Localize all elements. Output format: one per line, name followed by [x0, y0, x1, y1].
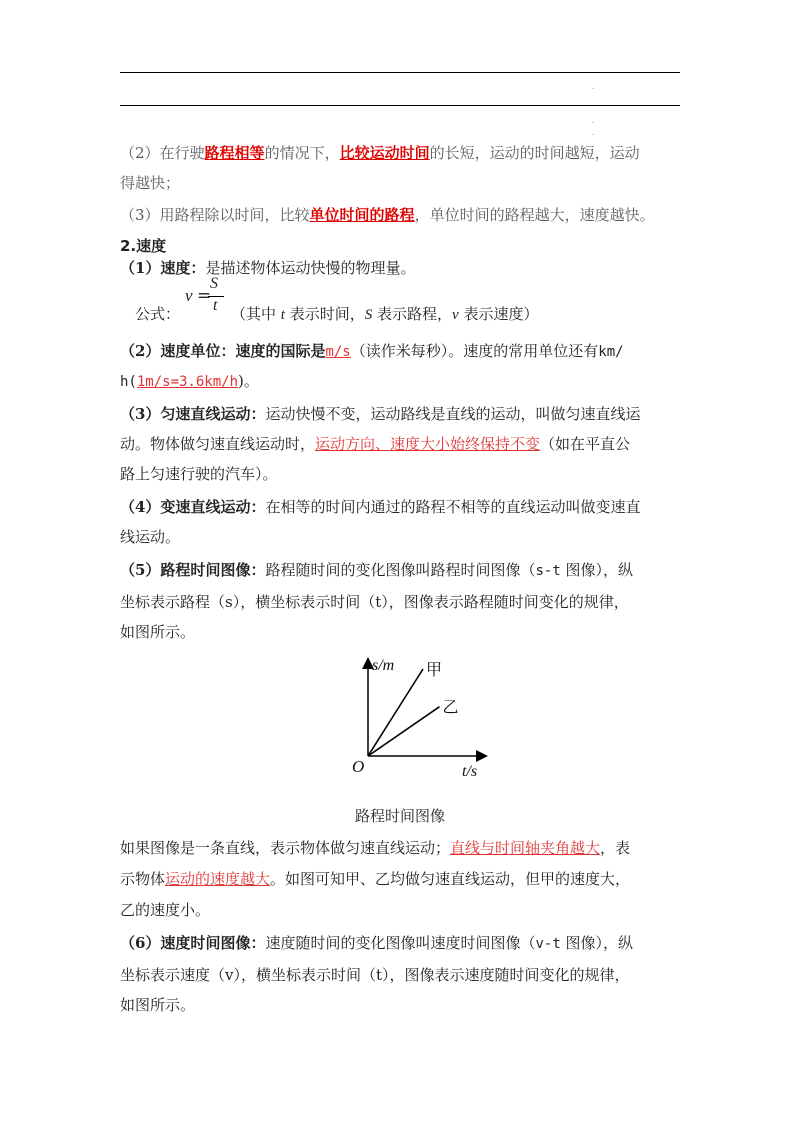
uniform-motion-line3	[120, 464, 278, 484]
speed-unit-line2	[120, 371, 259, 392]
text: h(	[120, 374, 137, 390]
formula-denominator: t	[213, 297, 218, 314]
text: ，表	[600, 839, 631, 857]
label: （5）路程时间图像：	[120, 561, 266, 579]
var: S	[364, 307, 373, 323]
text: 路程随时间的变化图像叫路程时间图像（	[265, 561, 536, 579]
highlight: 路程相等	[204, 144, 265, 162]
margin-dot: .	[592, 130, 594, 137]
y-axis-label: s/m	[372, 657, 395, 674]
conversion: 1m/s=3.6km/h	[136, 374, 239, 390]
text: （如在平直公	[540, 435, 631, 453]
text: 表示时间，	[284, 305, 365, 323]
text: 如果图像是一条直线，表示物体做匀速直线运动；	[120, 839, 451, 857]
series-line-1	[368, 669, 423, 756]
text: （读作米每秒）。速度的常用单位还有	[350, 342, 599, 360]
paragraph-2-line2	[120, 173, 180, 193]
uniform-motion-line2	[120, 434, 630, 454]
text: 速度随时间的变化图像叫速度时间图像（	[265, 934, 536, 952]
text: 图像），纵	[560, 561, 634, 579]
formula-lhs: v	[185, 286, 193, 305]
definition-speed	[120, 258, 415, 278]
text: 动。物体做匀速直线运动时，	[120, 435, 316, 453]
variable-motion-line1	[120, 497, 640, 517]
text: s-t	[535, 563, 561, 579]
st-graph-line3	[120, 622, 195, 642]
unit: km/	[598, 344, 624, 360]
x-axis-label: t/s	[462, 763, 478, 778]
series-line-2	[368, 707, 440, 756]
series-label-1: 甲	[426, 660, 443, 679]
explanation-line3	[120, 900, 210, 920]
text: 的长短，运动的时间越短，运动	[429, 144, 640, 162]
highlight: 单位时间的路程	[309, 206, 415, 224]
text: （其中	[231, 305, 281, 323]
text: 表示路程，	[372, 305, 453, 323]
formula-eq: =	[197, 286, 212, 306]
variable-motion-line2	[120, 527, 180, 547]
text: 图像），纵	[560, 934, 634, 952]
highlight: 运动方向、速度大小始终保持不变	[315, 435, 541, 453]
explanation-line2	[120, 869, 630, 889]
text: )。	[238, 372, 259, 390]
formula-note	[231, 303, 538, 324]
text: 运动快慢不变，运动路线是直线的运动，叫做匀速直线运	[265, 405, 641, 423]
paragraph-2-line1	[120, 143, 640, 163]
formula-row	[135, 276, 695, 326]
uniform-motion-line1	[120, 404, 640, 424]
st-chart	[320, 648, 500, 778]
text: 表示速度）	[458, 305, 539, 323]
chart-caption: 路程时间图像	[354, 807, 445, 825]
st-graph-line1	[120, 560, 633, 581]
paragraph-3	[120, 205, 655, 225]
highlight: 直线与时间轴夹角越大	[450, 839, 601, 857]
text: v-t	[535, 936, 561, 952]
vt-graph-line3	[120, 995, 195, 1015]
text: 乙的速度小。	[120, 901, 211, 919]
text: 。如图可知甲、乙均做匀速直线运动，但甲的速度大，	[270, 870, 631, 888]
vt-graph-line2	[120, 965, 630, 985]
series-label-2: 乙	[442, 697, 459, 717]
text: 示物体	[120, 870, 166, 888]
text: 坐标表示路程（s），横坐标表示时间（t），图像表示路程随时间变化的规律，	[120, 593, 629, 611]
highlight: 比较运动时间	[339, 144, 430, 162]
vt-graph-line1	[120, 933, 633, 954]
origin-label: O	[352, 757, 365, 776]
explanation-line1	[120, 838, 630, 858]
var: v	[452, 307, 459, 323]
text: 路上匀速行驶的汽车）。	[120, 465, 278, 483]
margin-dot: .	[592, 84, 594, 91]
label: （3）匀速直线运动：	[120, 405, 266, 423]
formula-numerator: S	[210, 275, 218, 292]
unit: m/s	[325, 344, 351, 360]
header-rule-bottom	[120, 105, 680, 106]
st-graph-line2	[120, 592, 629, 612]
text: 线运动。	[120, 528, 181, 546]
label: （1）速度：	[120, 259, 206, 277]
text: （2）在行驶	[120, 144, 205, 162]
text: 的情况下，	[264, 144, 340, 162]
label: （2）速度单位：速度的国际是	[120, 342, 326, 360]
margin-dot: .	[592, 118, 594, 125]
text: 是描述物体运动快慢的物理量。	[205, 259, 416, 277]
text: 坐标表示速度（v），横坐标表示时间（t），图像表示速度随时间变化的规律，	[120, 966, 630, 984]
text: 如图所示。	[120, 996, 196, 1014]
highlight: 运动的速度越大	[165, 870, 271, 888]
text: 在相等的时间内通过的路程不相等的直线运动叫做变速直	[265, 498, 641, 516]
label: （6）速度时间图像：	[120, 934, 266, 952]
formula-prefix: 公式：	[135, 305, 181, 323]
label: （4）变速直线运动：	[120, 498, 266, 516]
header-rule-top	[120, 72, 680, 73]
var: t	[280, 307, 285, 323]
section-title: 2.速度	[120, 237, 167, 255]
text: （3）用路程除以时间，比较	[120, 206, 310, 224]
text: 得越快；	[120, 174, 181, 192]
text: 如图所示。	[120, 623, 196, 641]
text: ，单位时间的路程越大，速度越快。	[414, 206, 655, 224]
speed-unit-line1	[120, 341, 624, 362]
